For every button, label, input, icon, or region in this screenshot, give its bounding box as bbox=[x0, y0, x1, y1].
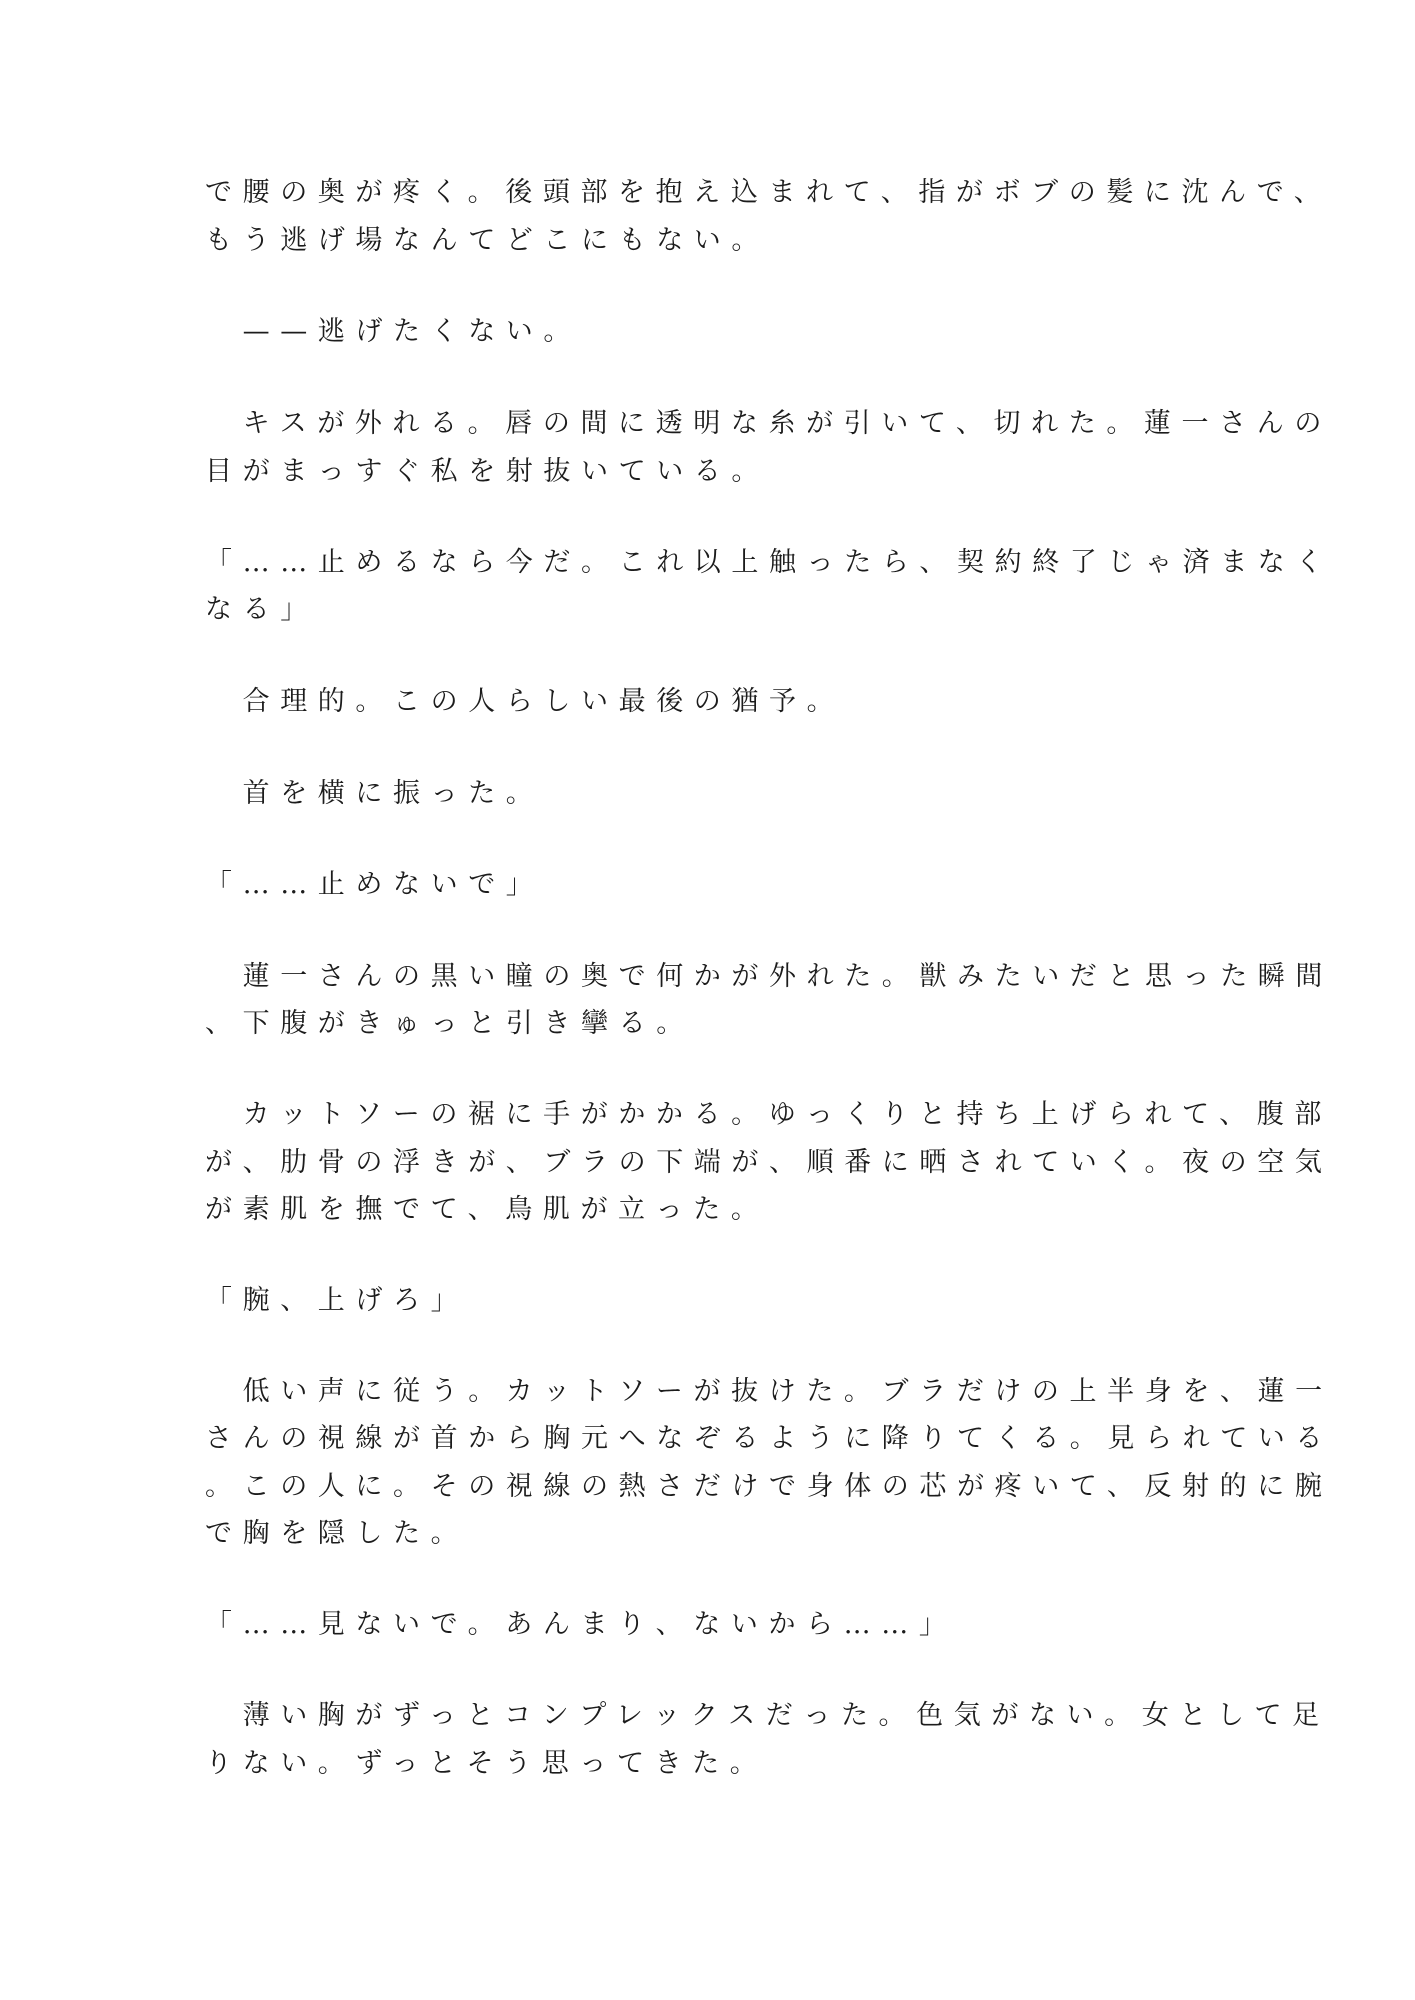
text-line: 。この人に。その視線の熱さだけで身体の芯が疼いて、反射的に腕 bbox=[205, 1471, 1333, 1502]
text-line: 「……見ないで。あんまり、ないから……」 bbox=[205, 1609, 957, 1640]
text-line: さんの視線が首から胸元へなぞるように降りてくる。見られている bbox=[205, 1423, 1333, 1454]
text-line: 薄い胸がずっとコンプレックスだった。色気がない。女として足 bbox=[205, 1700, 1330, 1731]
text-line: カットソーの裾に手がかかる。ゆっくりと持ち上げられて、腹部 bbox=[205, 1099, 1332, 1130]
text-line: 「腕、上げろ」 bbox=[205, 1285, 469, 1316]
text-line: 、下腹がきゅっと引き攣る。 bbox=[205, 1008, 694, 1039]
text-line: キスが外れる。唇の間に透明な糸が引いて、切れた。蓮一さんの bbox=[205, 408, 1332, 439]
text-line: が、肋骨の浮きが、ブラの下端が、順番に晒されていく。夜の空気 bbox=[205, 1147, 1333, 1178]
text-line: 首を横に振った。 bbox=[205, 778, 544, 809]
text-line: で腰の奥が疼く。後頭部を抱え込まれて、指がボブの髪に沈んで、 bbox=[205, 177, 1332, 208]
text-line: 蓮一さんの黒い瞳の奥で何かが外れた。獣みたいだと思った瞬間 bbox=[205, 961, 1333, 992]
text-line: りない。ずっとそう思ってきた。 bbox=[205, 1748, 768, 1779]
text-line: 合理的。この人らしい最後の猶予。 bbox=[205, 686, 845, 717]
text-line: が素肌を撫でて、鳥肌が立った。 bbox=[205, 1194, 769, 1225]
text-line: もう逃げ場なんてどこにもない。 bbox=[205, 225, 769, 256]
text-line: 低い声に従う。カットソーが抜けた。ブラだけの上半身を、蓮一 bbox=[205, 1376, 1333, 1407]
text-line: で胸を隠した。 bbox=[205, 1518, 469, 1549]
text-line: 「……止めるなら今だ。これ以上触ったら、契約終了じゃ済まなく bbox=[205, 547, 1333, 578]
text-line: 目がまっすぐ私を射抜いている。 bbox=[205, 456, 769, 487]
text-line: ——逃げたくない。 bbox=[205, 316, 581, 347]
text-line: 「……止めないで」 bbox=[205, 869, 544, 900]
text-line: なる」 bbox=[205, 594, 318, 625]
